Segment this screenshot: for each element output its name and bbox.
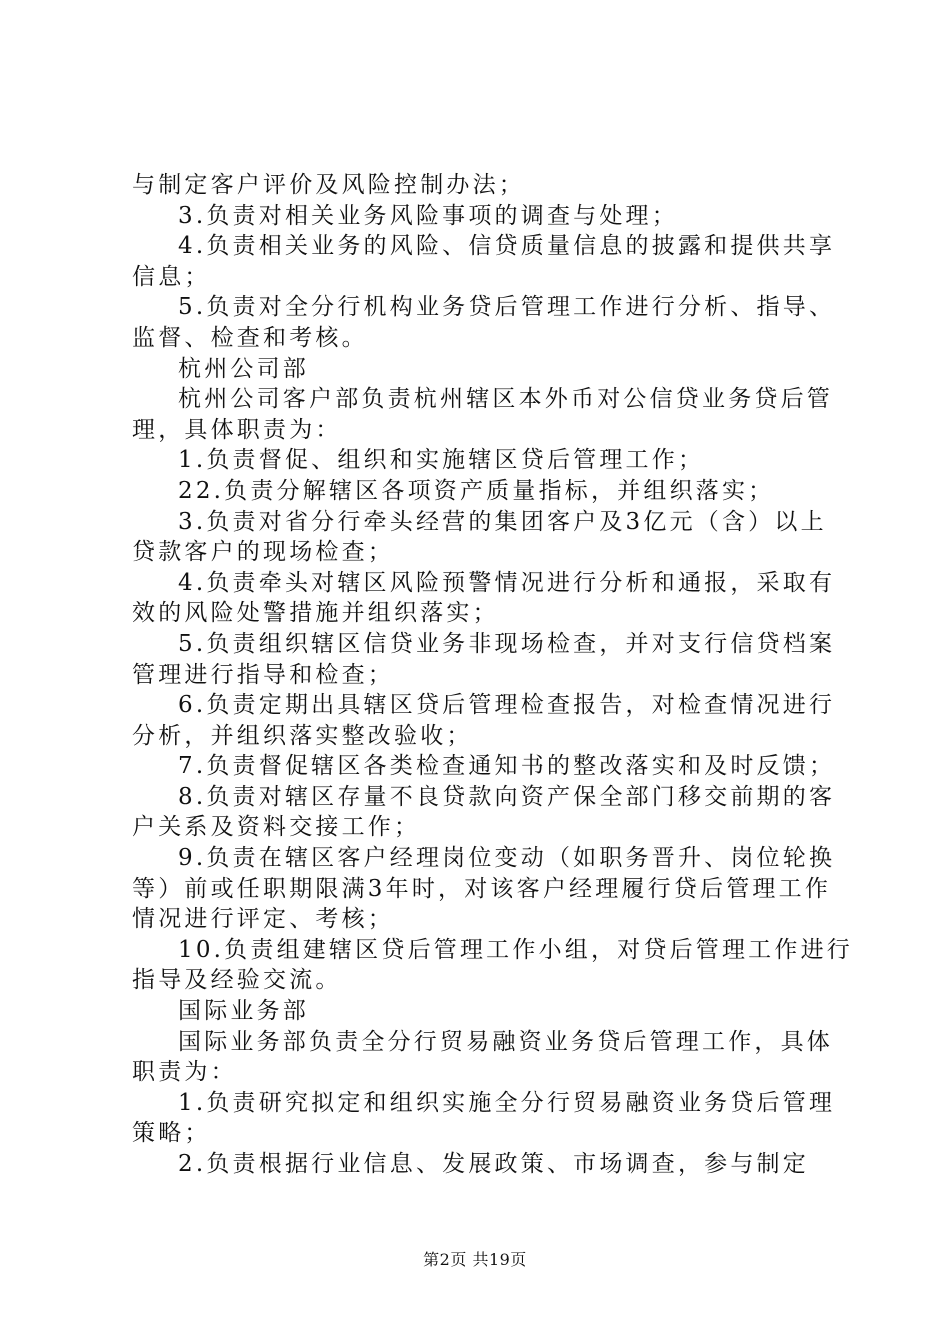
- text-line: 5.负责对全分行机构业务贷后管理工作进行分析、指导、: [178, 294, 836, 321]
- text-line: 6.负责定期出具辖区贷后管理检查报告，对检查情况进行: [178, 692, 836, 719]
- text-line: 2.负责根据行业信息、发展政策、市场调查，参与制定: [178, 1151, 809, 1177]
- text-line: 策略；: [132, 1120, 211, 1147]
- text-line: 1.负责督促、组织和实施辖区贷后管理工作；: [178, 447, 705, 474]
- text-line: 等）前或任职期限满3年时，对该客户经理履行贷后管理工作: [132, 875, 832, 902]
- page-footer: 第2页 共19页: [423, 1250, 527, 1269]
- section-heading: 杭州公司部: [178, 355, 309, 382]
- text-line: 分析，并组织落实整改验收；: [132, 722, 473, 749]
- text-line: 国际业务部负责全分行贸易融资业务贷后管理工作，具体: [178, 1028, 833, 1055]
- text-line: 效的风险处警措施并组织落实；: [132, 600, 499, 627]
- text-line: 管理进行指导和检查；: [132, 661, 394, 688]
- text-line: 8.负责对辖区存量不良贷款向资产保全部门移交前期的客: [178, 783, 836, 810]
- text-line: 3.负责对相关业务风险事项的调查与处理；: [178, 202, 678, 229]
- text-line: 22.负责分解辖区各项资产质量指标，并组织落实；: [178, 477, 775, 504]
- text-line: 9.负责在辖区客户经理岗位变动（如职务晋升、岗位轮换: [178, 845, 836, 872]
- text-line: 1.负责研究拟定和组织实施全分行贸易融资业务贷后管理: [178, 1089, 836, 1116]
- text-line: 与制定客户评价及风险控制办法；: [132, 172, 525, 198]
- text-line: 理，具体职责为：: [132, 416, 342, 443]
- text-line: 情况进行评定、考核；: [132, 906, 394, 933]
- document-body: [132, 170, 853, 1180]
- text-line: 5.负责组织辖区信贷业务非现场检查，并对支行信贷档案: [178, 630, 836, 657]
- text-line: 4.负责相关业务的风险、信贷质量信息的披露和提供共享: [178, 233, 836, 260]
- text-line: 7.负责督促辖区各类检查通知书的整改落实和及时反馈；: [178, 753, 836, 780]
- section-heading: 国际业务部: [178, 998, 309, 1025]
- text-line: 3.负责对省分行牵头经营的集团客户及3亿元（含）以上: [178, 508, 827, 535]
- text-line: 杭州公司客户部负责杭州辖区本外币对公信贷业务贷后管: [178, 386, 833, 413]
- text-line: 10.负责组建辖区贷后管理工作小组，对贷后管理工作进行: [178, 936, 853, 963]
- text-line: 指导及经验交流。: [132, 967, 342, 994]
- text-line: 监督、检查和考核。: [132, 324, 368, 351]
- text-line: 户关系及资料交接工作；: [132, 814, 421, 841]
- text-line: 职责为：: [132, 1059, 237, 1086]
- text-line: 贷款客户的现场检查；: [132, 539, 394, 566]
- text-line: 4.负责牵头对辖区风险预警情况进行分析和通报，采取有: [178, 569, 836, 596]
- text-line: 信息；: [132, 263, 211, 290]
